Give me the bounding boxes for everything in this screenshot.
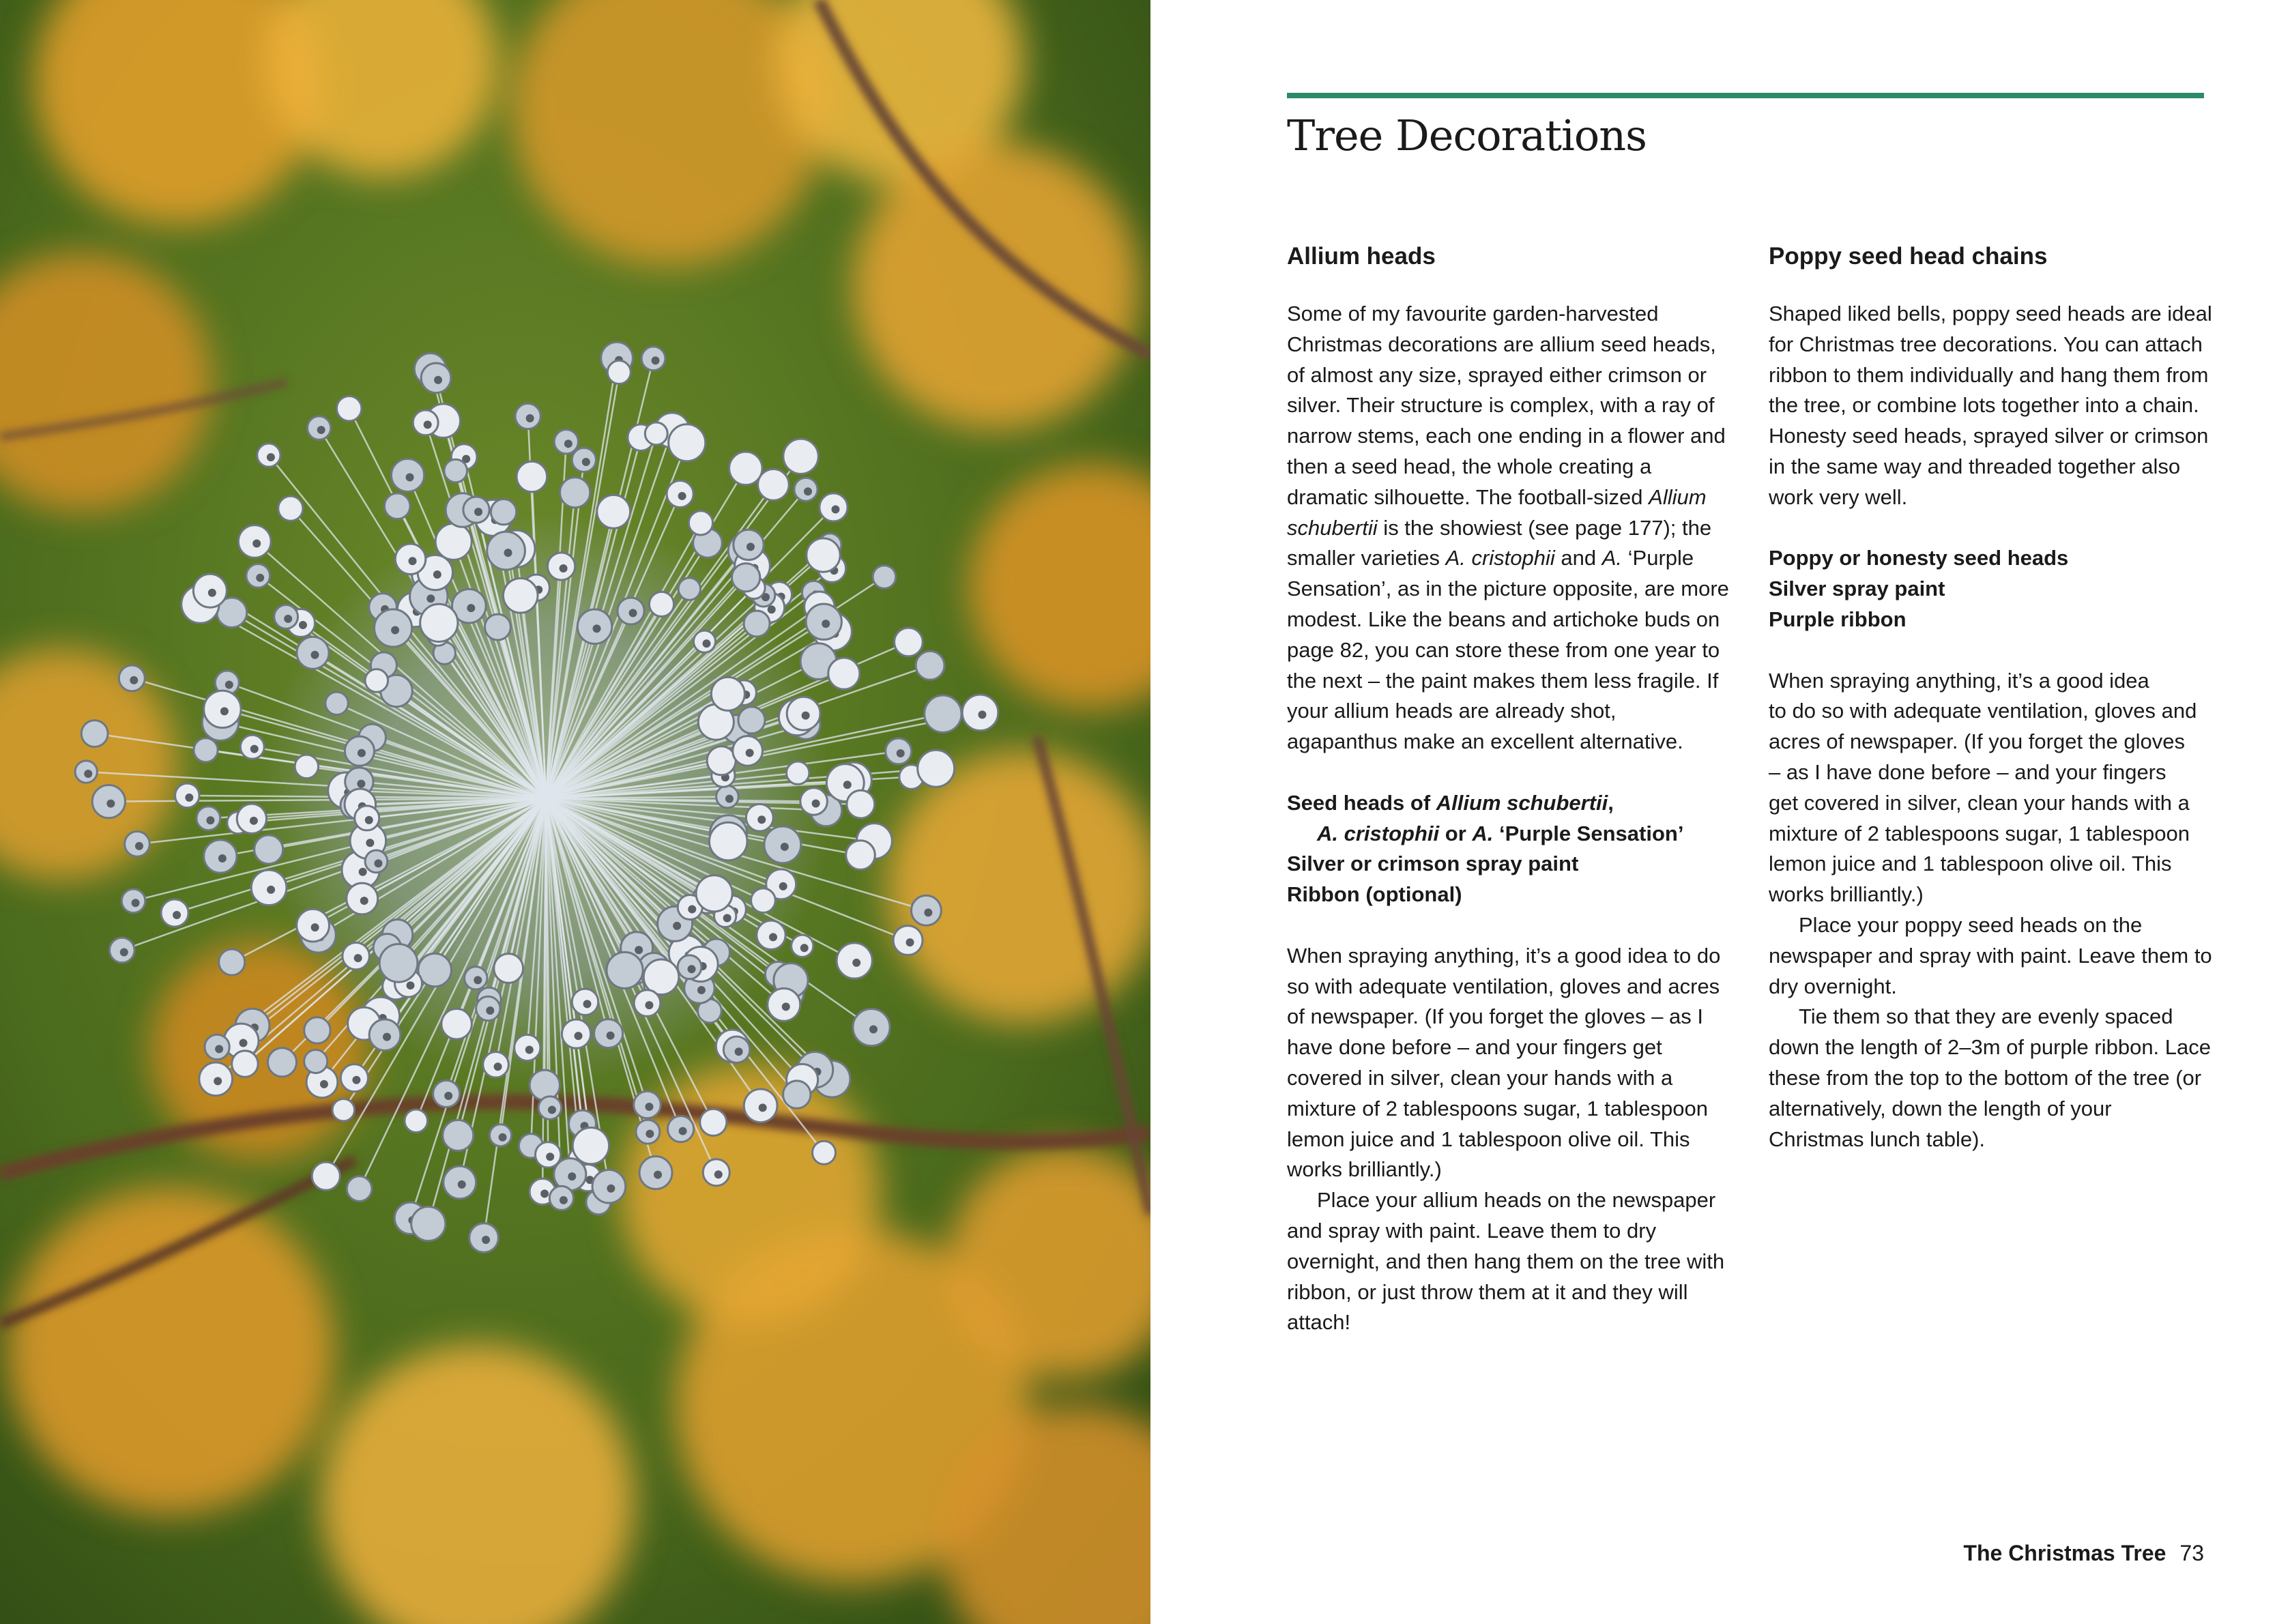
material-item: Purple ribbon bbox=[1769, 607, 1907, 631]
text-page bbox=[1150, 0, 2290, 1624]
page-title: Tree Decorations bbox=[1287, 111, 1647, 160]
material-item: A. cristophii or A. ‘Purple Sensation’ bbox=[1317, 821, 1684, 845]
allium-materials bbox=[1287, 788, 1730, 910]
running-footer: The Christmas Tree bbox=[1963, 1541, 2166, 1565]
section-heading-allium: Allium heads bbox=[1287, 243, 1436, 270]
material-item: Silver or crimson spray paint bbox=[1287, 852, 1579, 876]
poppy-intro: Shaped liked bells, poppy seed heads are ideal for Christmas tree decorations. You can attach ribbon to them individually and hang them from the tree, or combine lots together into a chain. Honesty seed heads, sprayed silver or crimson in the same way and threaded together also work very well. bbox=[1769, 302, 2212, 509]
allium-method-1: When spraying anything, it’s a good idea to do so with adequate ventilation, gloves and acres of newspaper. (If you forget the gloves – as I have done before – and your fingers get covered in silver, clean your hands with a mixture of 2 tablespoons sugar, 1 tablespoon lemon juice and 1 tablespoon olive oil. This works brilliantly.) bbox=[1287, 943, 1721, 1182]
section-heading-poppy: Poppy seed head chains bbox=[1769, 243, 2048, 270]
allium-section bbox=[1287, 243, 1730, 1338]
poppy-materials bbox=[1769, 543, 2212, 635]
allium-intro: Some of my favourite garden-harvested Christmas decorations are allium seed heads, of almost any size, sprayed either crimson or silver. Their structure is complex, with a ray of narrow stems, each one ending in a flower and then a seed head, the whole creating a dramatic silhouette. The football-sized Allium schubertii is the showiest (see page 177); the smaller varieties A. cristophii and A. ‘Purple Sensation’, as in the picture opposite, are more modest. Like the beans and artichoke buds on page 82, you can store these from one year to the next – the paint makes them less fragile. If your allium heads are already shot, agapanthus make an excellent alternative. bbox=[1287, 302, 1729, 754]
material-item: Silver spray paint bbox=[1769, 577, 1945, 601]
page-number: 73 bbox=[2179, 1541, 2204, 1565]
poppy-section bbox=[1769, 243, 2212, 1155]
poppy-method-1: When spraying anything, it’s a good idea to do so with adequate ventilation, gloves and acres of newspaper. (If you forget the gloves – as I have done before – and your fingers get covered in silver, clean your hands with a mixture of 2 tablespoons sugar, 1 tablespoon lemon juice and 1 tablespoon olive oil. This works brilliantly.) bbox=[1769, 668, 2197, 907]
material-item: Ribbon (optional) bbox=[1287, 882, 1462, 907]
accent-rule bbox=[1287, 93, 2204, 98]
poppy-method-3: Tie them so that they are evenly spaced down the length of 2–3m of purple ribbon. Lace these from the top to the bottom of the tree (or alternatively, down the length of your Christmas lunch table). bbox=[1769, 1004, 2212, 1151]
allium-method-2: Place your allium heads on the newspaper and spray with paint. Leave them to dry overnight, and then hang them on the tree with ribbon, or just throw them at it and they will attach! bbox=[1287, 1188, 1725, 1335]
poppy-method-2: Place your poppy seed heads on the newspaper and spray with paint. Leave them to dry overnight. bbox=[1769, 912, 2212, 998]
page-folio bbox=[1963, 1541, 2204, 1566]
material-item: Seed heads of Allium schubertii, bbox=[1287, 790, 1614, 815]
material-item: Poppy or honesty seed heads bbox=[1769, 546, 2069, 570]
